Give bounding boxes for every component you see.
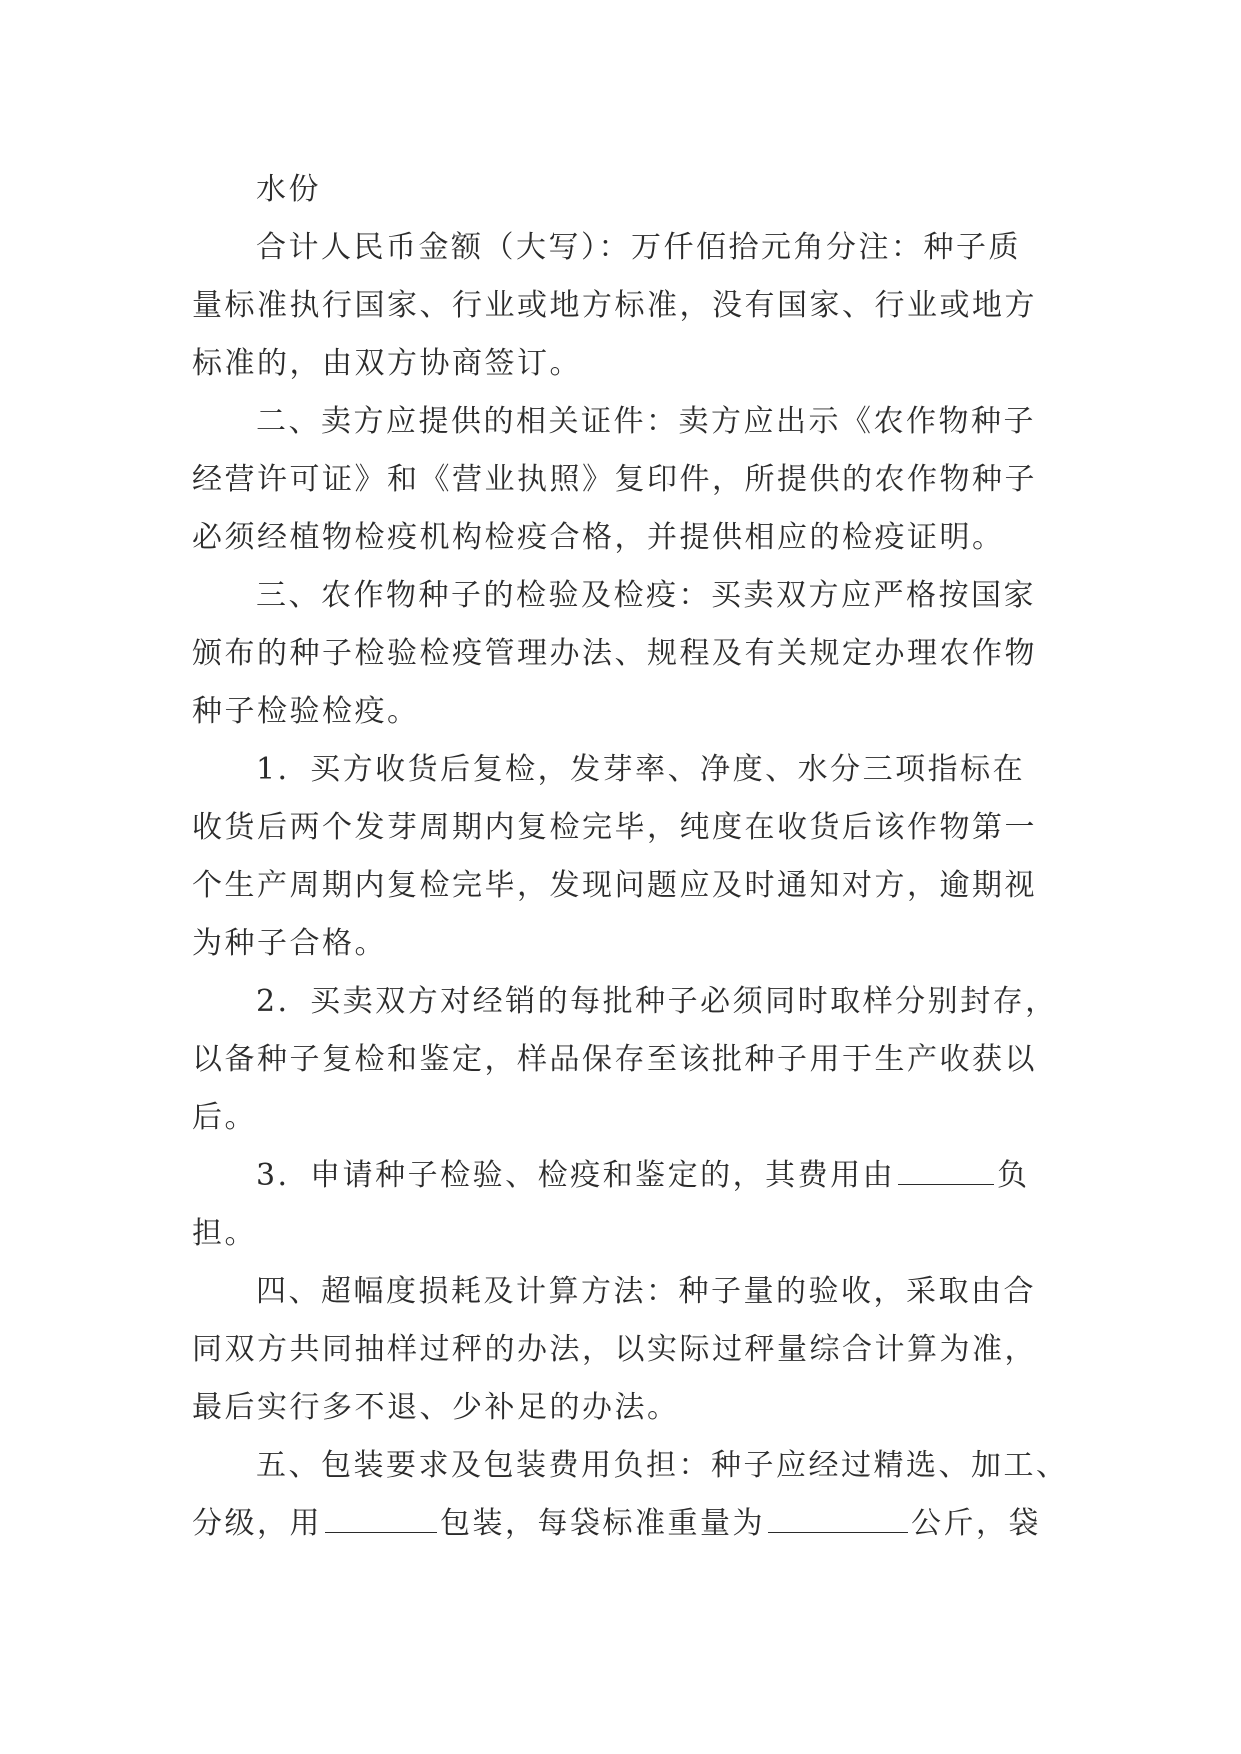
text-line (192, 1437, 1069, 1495)
line-text: 颁布的种子检验检疫管理办法、规程及有关规定办理农作物 (192, 636, 1037, 671)
text-line (192, 625, 1060, 683)
text-line (192, 857, 1060, 915)
line-text: 负 (997, 1158, 1030, 1193)
line-text: 1．买方收货后复检，发芽率、净度、水分三项指标在 (256, 752, 1026, 787)
line-text: 公斤，袋 (911, 1506, 1041, 1541)
fill-in-blank (325, 1502, 437, 1533)
text-line (192, 915, 1060, 973)
line-text: 担。 (192, 1216, 257, 1251)
text-line (192, 393, 1060, 451)
line-text: 必须经植物检疫机构检疫合格，并提供相应的检疫证明。 (192, 520, 1005, 555)
text-line (192, 799, 1060, 857)
line-text: 以备种子复检和鉴定，样品保存至该批种子用于生产收获以 (192, 1042, 1037, 1077)
line-text: 最后实行多不退、少补足的办法。 (192, 1390, 680, 1425)
fill-in-blank (768, 1502, 908, 1533)
text-line (192, 1263, 1060, 1321)
line-text: 3．申请种子检验、检疫和鉴定的，其费用由 (256, 1158, 896, 1193)
text-line (192, 1495, 1060, 1553)
line-text: 量标准执行国家、行业或地方标准，没有国家、行业或地方 (192, 288, 1037, 323)
line-text: 二、卖方应提供的相关证件：卖方应出示《农作物种子 (256, 404, 1036, 439)
line-text: 收货后两个发芽周期内复检完毕，纯度在收货后该作物第一 (192, 810, 1037, 845)
text-line (192, 683, 1060, 741)
text-line (192, 161, 1060, 219)
line-text: 后。 (192, 1100, 257, 1135)
line-text: 个生产周期内复检完毕，发现问题应及时通知对方，逾期视 (192, 868, 1037, 903)
text-line (192, 1205, 1060, 1263)
line-text: 种子检验检疫。 (192, 694, 420, 729)
text-line (192, 741, 1060, 799)
text-line (192, 973, 1060, 1031)
text-line (192, 1147, 1060, 1205)
line-text: 经营许可证》和《营业执照》复印件，所提供的农作物种子 (192, 462, 1037, 497)
text-line (192, 1379, 1060, 1437)
line-text: 三、农作物种子的检验及检疫：买卖双方应严格按国家 (256, 578, 1036, 613)
text-line (192, 451, 1060, 509)
line-text: 合计人民币金额（大写）：万仟佰拾元角分注：种子质 (256, 230, 1021, 265)
document-body (192, 161, 1069, 1553)
line-text: 包装，每袋标准重量为 (440, 1506, 765, 1541)
text-line (192, 1089, 1060, 1147)
line-text: 标准的，由双方协商签订。 (192, 346, 582, 381)
text-line (192, 1031, 1060, 1089)
line-text: 为种子合格。 (192, 926, 387, 961)
text-line (192, 219, 1060, 277)
text-line (192, 509, 1060, 567)
line-text: 分级，用 (192, 1506, 322, 1541)
line-text: 五、包装要求及包装费用负担：种子应经过精选、加工、 (256, 1448, 1069, 1483)
line-text: 水份 (256, 172, 321, 207)
text-line (192, 335, 1060, 393)
text-line (192, 1321, 1060, 1379)
line-text: 四、超幅度损耗及计算方法：种子量的验收，采取由合 (256, 1274, 1036, 1309)
line-text: 同双方共同抽样过秤的办法，以实际过秤量综合计算为准， (192, 1332, 1037, 1367)
text-line (192, 277, 1060, 335)
text-line (192, 567, 1060, 625)
fill-in-blank (898, 1154, 994, 1185)
line-text: 2．买卖双方对经销的每批种子必须同时取样分别封存， (256, 984, 1058, 1019)
